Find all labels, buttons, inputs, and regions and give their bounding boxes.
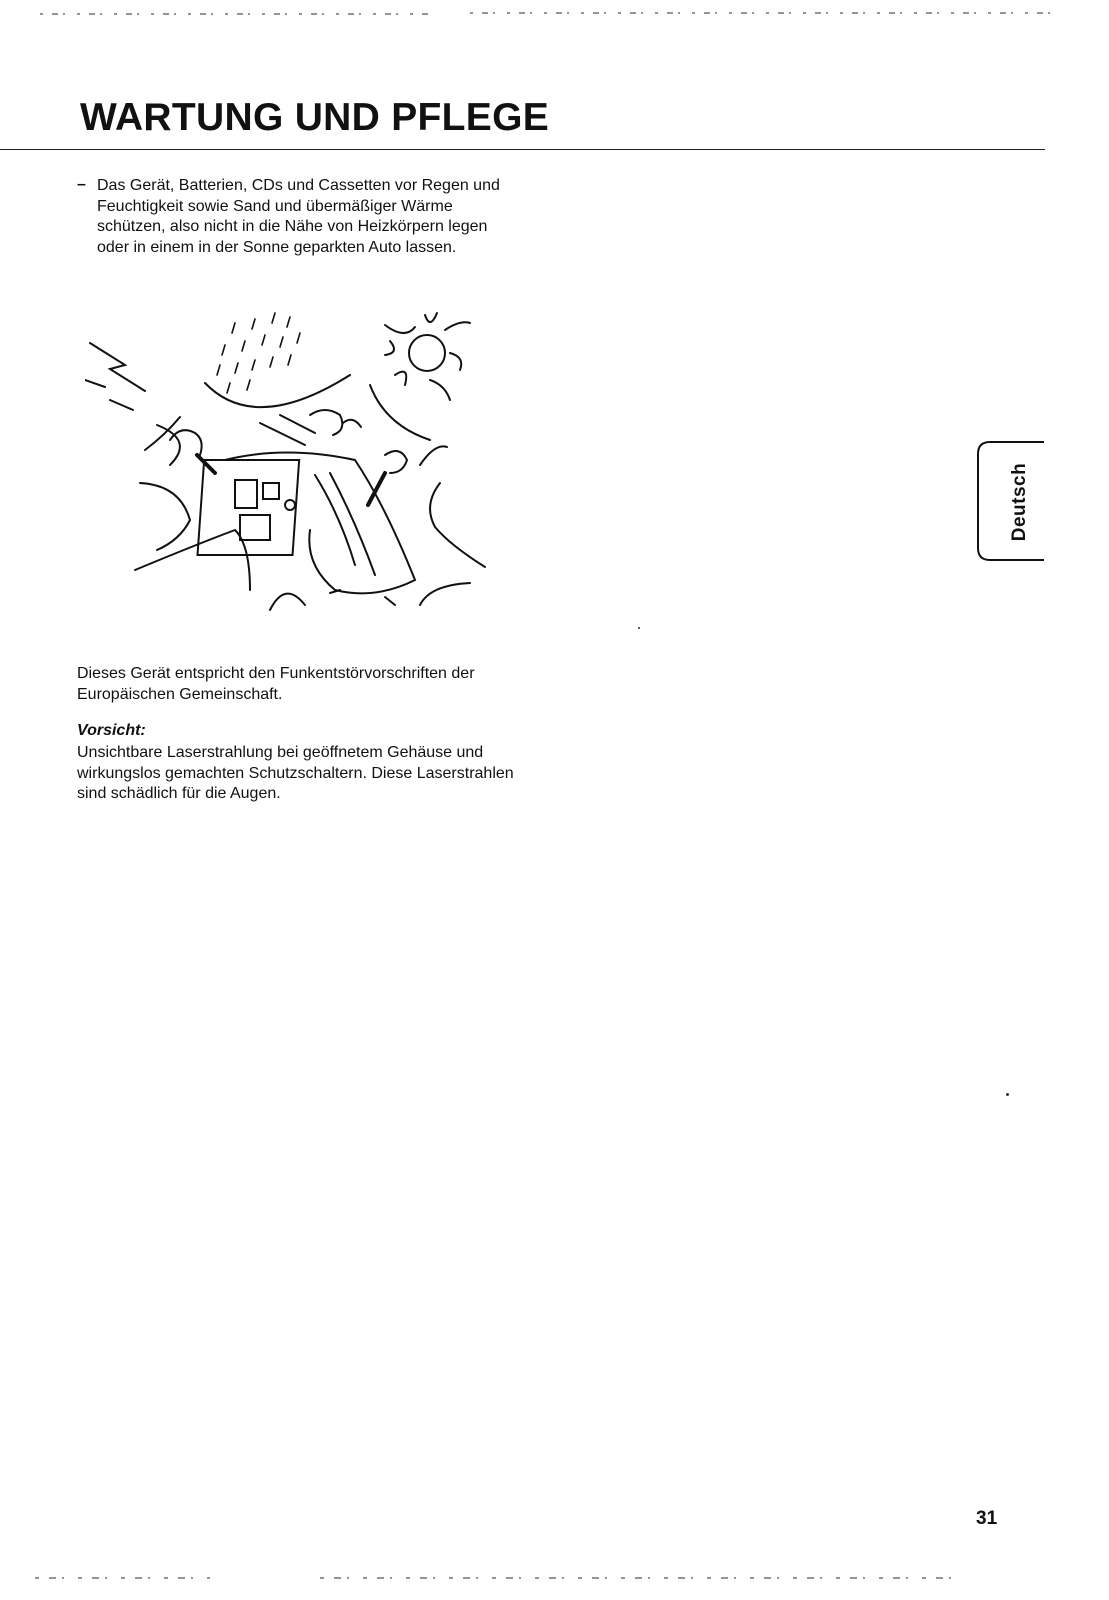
- scan-noise-top: [0, 6, 1109, 20]
- title-divider: [0, 149, 1045, 150]
- caution-text: Unsichtbare Laserstrahlung bei geöffnetem Gehäuse und wirkungslos gemachten Schutzschaltern. Diese Laserstrahlen sind schädlich für die Augen.: [77, 744, 514, 802]
- language-tab-label: Deutsch: [1009, 462, 1030, 542]
- caution-heading: Vorsicht:: [77, 722, 146, 739]
- page-title: WARTUNG UND PFLEGE: [80, 96, 550, 139]
- conformity-note: Dieses Gerät entspricht den Funkentstörvorschriften der Europäischen Gemeinschaft.: [77, 665, 475, 703]
- page-number: 31: [976, 1508, 998, 1529]
- scan-speck: [1006, 1093, 1009, 1096]
- care-instruction-text: Das Gerät, Batterien, CDs und Cassetten vor Regen und Feuchtigkeit sowie Sand und übermäßiger Wärme schützen, also nicht in die Nähe von Heizkörpern legen oder in einem in der Sonne geparkten Auto lassen.: [97, 177, 500, 256]
- weather-protection-illustration: [85, 305, 515, 645]
- bullet-dash: –: [77, 176, 86, 193]
- scan-noise-bottom: [0, 1572, 1109, 1586]
- care-instruction-item: [77, 176, 517, 258]
- scan-speck: [638, 627, 640, 629]
